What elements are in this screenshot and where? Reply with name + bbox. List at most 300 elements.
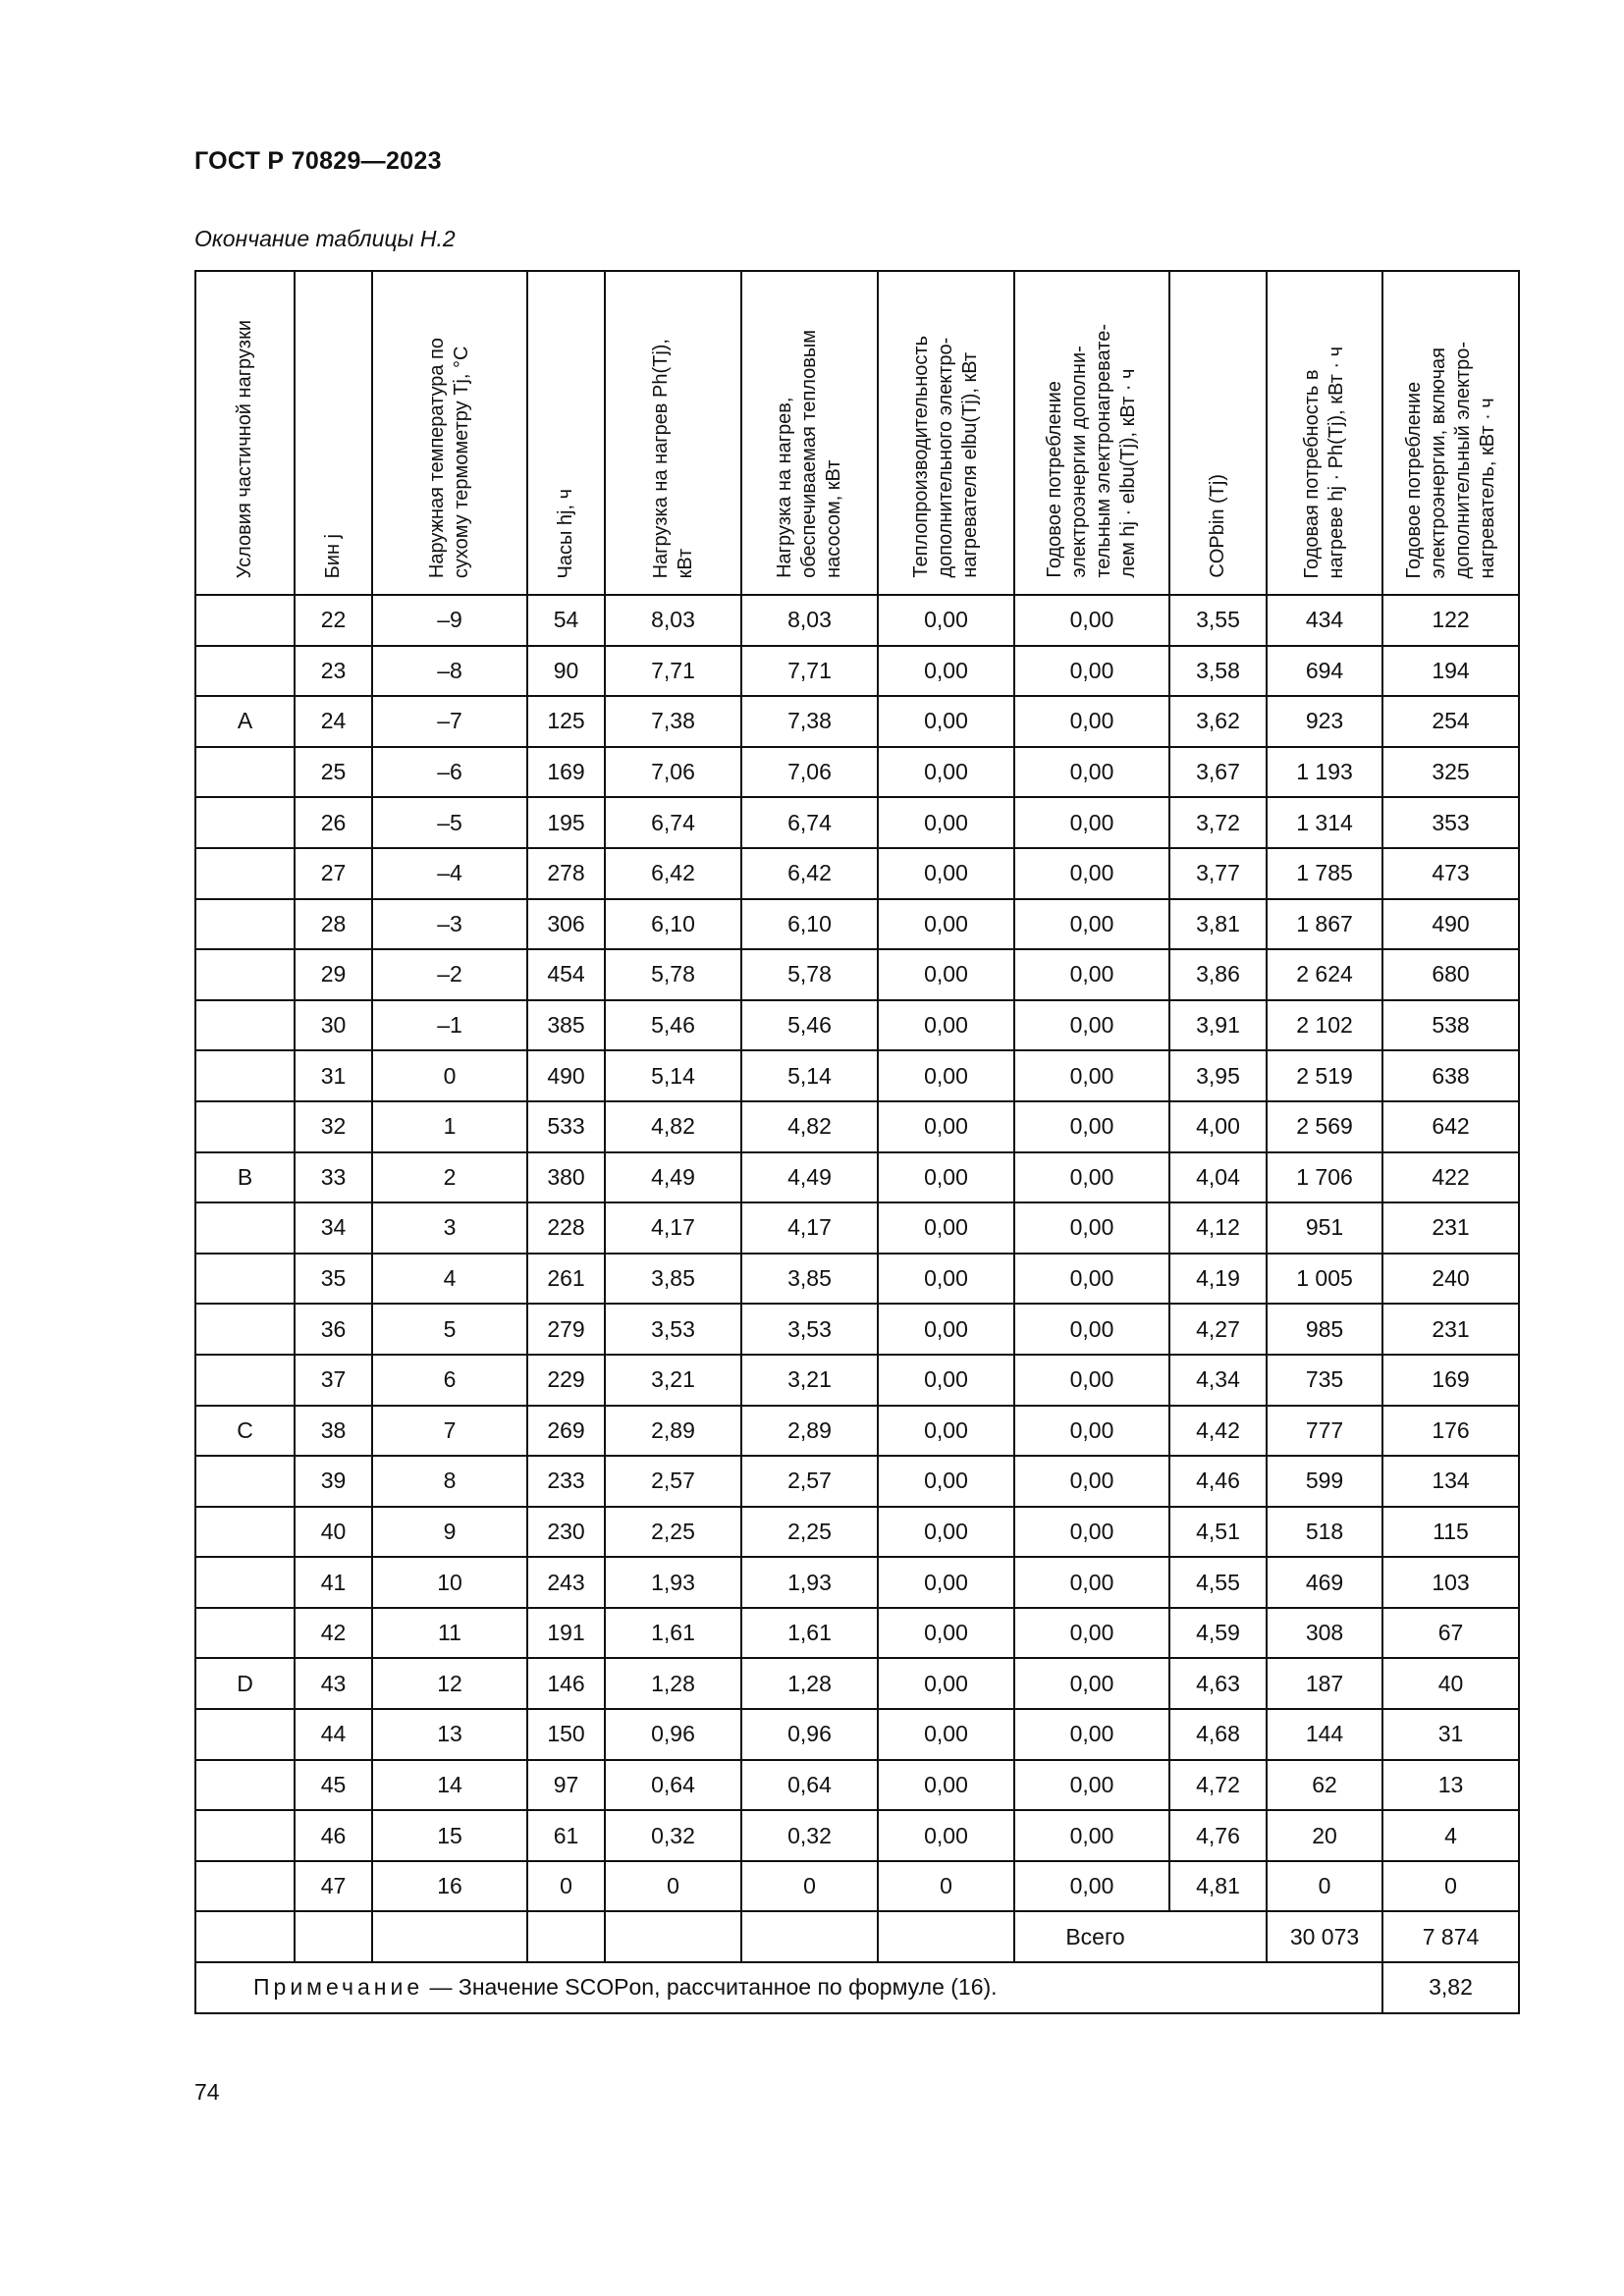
table-cell [195, 1050, 295, 1101]
table-cell: 2,57 [605, 1456, 741, 1507]
table-cell: 4,42 [1169, 1406, 1267, 1457]
table-cell: –2 [372, 949, 527, 1000]
table-cell: 0,64 [605, 1760, 741, 1811]
table-row [195, 1202, 1519, 1254]
table-cell: 4,63 [1169, 1658, 1267, 1709]
table-cell: 6,42 [605, 848, 741, 899]
table-cell: 3,67 [1169, 747, 1267, 798]
table-cell: 0,00 [878, 1050, 1014, 1101]
table-cell: 2 [372, 1152, 527, 1203]
table-cell: 5,78 [741, 949, 878, 1000]
table-cell: 0,00 [878, 747, 1014, 798]
table-cell: 0 [527, 1861, 605, 1912]
table-cell: 7,71 [741, 646, 878, 697]
table-cell: 4,82 [605, 1101, 741, 1152]
table-cell: 0,00 [1014, 1709, 1169, 1760]
table-cell: 31 [295, 1050, 372, 1101]
column-header: Теплопроизводительность дополнительного электро- нагревателя elbu(Tj), кВт [878, 271, 1014, 595]
table-cell [195, 1304, 295, 1355]
table-cell: 3,21 [741, 1355, 878, 1406]
table-cell: 38 [295, 1406, 372, 1457]
table-row [195, 1456, 1519, 1507]
table-cell: 0,00 [878, 1810, 1014, 1861]
table-cell: 3,95 [1169, 1050, 1267, 1101]
column-header: Нагрузка на нагрев, обеспечиваемая тепловым насосом, кВт [741, 271, 878, 595]
table-cell: 26 [295, 797, 372, 848]
page-number: 74 [194, 2079, 220, 2105]
table-cell: 4,12 [1169, 1202, 1267, 1254]
table-cell: 233 [527, 1456, 605, 1507]
table-cell: 5,46 [605, 1000, 741, 1051]
table-row [195, 1557, 1519, 1608]
table-cell [195, 646, 295, 697]
table-cell: –1 [372, 1000, 527, 1051]
table-cell: 5,14 [605, 1050, 741, 1101]
column-header: Годовое потребление электроэнергии дополни- тельным электронагревате- лем hj · elbu(Tj), кВт · ч [1014, 271, 1169, 595]
table-cell: 0,00 [878, 1101, 1014, 1152]
table-cell: 0,00 [1014, 1152, 1169, 1203]
table-cell: 2 569 [1267, 1101, 1382, 1152]
table-cell: 4,82 [741, 1101, 878, 1152]
table-row [195, 1152, 1519, 1203]
table-cell: 15 [372, 1810, 527, 1861]
table-cell: 0,00 [878, 1557, 1014, 1608]
table-cell: 4,76 [1169, 1810, 1267, 1861]
table-row [195, 1760, 1519, 1811]
table-cell: 27 [295, 848, 372, 899]
table-cell: 469 [1267, 1557, 1382, 1608]
table-cell: 32 [295, 1101, 372, 1152]
table-cell: 0,00 [1014, 949, 1169, 1000]
table-cell [195, 1861, 295, 1912]
table-cell: 8,03 [605, 595, 741, 646]
table-cell: 2,89 [741, 1406, 878, 1457]
table-cell: 31 [1382, 1709, 1519, 1760]
table-cell: 0,00 [1014, 1810, 1169, 1861]
table-row [195, 1709, 1519, 1760]
table-cell: B [195, 1152, 295, 1203]
table-cell: 231 [1382, 1304, 1519, 1355]
table-cell: 40 [295, 1507, 372, 1558]
data-table [194, 270, 1520, 2014]
column-header: Бин j [295, 271, 372, 595]
note-body: — Значение SCOPon, рассчитанное по формуле (16). [423, 1974, 998, 2001]
column-header: Условия частичной нагрузки [195, 271, 295, 595]
table-cell: 20 [1267, 1810, 1382, 1861]
table-cell: 0,00 [1014, 899, 1169, 950]
table-cell: –3 [372, 899, 527, 950]
table-cell: 2,57 [741, 1456, 878, 1507]
table-row [195, 1658, 1519, 1709]
table-cell: 1 314 [1267, 797, 1382, 848]
table-cell: 533 [527, 1101, 605, 1152]
table-cell [195, 1101, 295, 1152]
table-cell: –8 [372, 646, 527, 697]
table-cell: –4 [372, 848, 527, 899]
table-row [195, 949, 1519, 1000]
table-cell: 6 [372, 1355, 527, 1406]
table-cell: 47 [295, 1861, 372, 1912]
table-cell: 0,00 [878, 797, 1014, 848]
table-header-row [195, 271, 1519, 595]
table-cell: 8,03 [741, 595, 878, 646]
table-cell [195, 1760, 295, 1811]
table-cell: 0,00 [1014, 1658, 1169, 1709]
table-cell: 0,00 [1014, 747, 1169, 798]
table-cell: 518 [1267, 1507, 1382, 1558]
table-cell: 278 [527, 848, 605, 899]
table-cell: 6,42 [741, 848, 878, 899]
table-cell: 6,10 [741, 899, 878, 950]
table-cell: 4,17 [741, 1202, 878, 1254]
table-cell: 0,00 [1014, 1254, 1169, 1305]
total-label: Всего [1014, 1911, 1267, 1962]
table-cell: 4,00 [1169, 1101, 1267, 1152]
table-cell: 0,00 [878, 1507, 1014, 1558]
table-cell: 37 [295, 1355, 372, 1406]
table-cell: 67 [1382, 1608, 1519, 1659]
table-cell: 3,86 [1169, 949, 1267, 1000]
table-cell: 195 [527, 797, 605, 848]
table-row [195, 696, 1519, 747]
table-cell: 1,93 [741, 1557, 878, 1608]
table-cell: 6,74 [605, 797, 741, 848]
table-cell: 0 [372, 1050, 527, 1101]
table-cell: 0,00 [1014, 1304, 1169, 1355]
table-cell: 3,72 [1169, 797, 1267, 848]
table-cell: 3,77 [1169, 848, 1267, 899]
table-cell: 43 [295, 1658, 372, 1709]
table-cell: 0,00 [1014, 646, 1169, 697]
table-cell: 0,00 [878, 1254, 1014, 1305]
table-cell: 3,85 [605, 1254, 741, 1305]
table-cell [195, 848, 295, 899]
table-cell: 0,00 [1014, 1202, 1169, 1254]
table-cell: A [195, 696, 295, 747]
table-cell: 34 [295, 1202, 372, 1254]
table-cell: 35 [295, 1254, 372, 1305]
table-cell: 0,00 [878, 1608, 1014, 1659]
table-cell: 353 [1382, 797, 1519, 848]
column-header: Годовое потребление электроэнергии, включая дополнительный электро- нагреватель, кВт · ч [1382, 271, 1519, 595]
table-cell: 3,55 [1169, 595, 1267, 646]
table-cell: 269 [527, 1406, 605, 1457]
table-cell: 2 519 [1267, 1050, 1382, 1101]
table-cell [195, 1355, 295, 1406]
table-caption: Окончание таблицы Н.2 [194, 226, 456, 251]
table-cell: 599 [1267, 1456, 1382, 1507]
table-cell [195, 747, 295, 798]
table-cell: 3,53 [605, 1304, 741, 1355]
total-row [195, 1911, 1519, 1962]
table-cell: 1 [372, 1101, 527, 1152]
table-cell: 0,32 [605, 1810, 741, 1861]
table-cell: 694 [1267, 646, 1382, 697]
table-row [195, 747, 1519, 798]
table-cell: 434 [1267, 595, 1382, 646]
table-cell: 2,25 [605, 1507, 741, 1558]
table-cell: 10 [372, 1557, 527, 1608]
table-cell [195, 1709, 295, 1760]
table-row [195, 1254, 1519, 1305]
table-cell: 923 [1267, 696, 1382, 747]
table-cell: 30 [295, 1000, 372, 1051]
note-prefix: Примечание [253, 1974, 424, 2001]
table-cell: 144 [1267, 1709, 1382, 1760]
table-cell: 1,61 [741, 1608, 878, 1659]
table-cell: 0,96 [741, 1709, 878, 1760]
table-cell: 0,00 [878, 1202, 1014, 1254]
table-cell: 169 [527, 747, 605, 798]
note-text [195, 1962, 1382, 2013]
table-cell: 642 [1382, 1101, 1519, 1152]
table-cell: 4,59 [1169, 1608, 1267, 1659]
table-cell [195, 797, 295, 848]
table-cell: 13 [372, 1709, 527, 1760]
table-cell: 777 [1267, 1406, 1382, 1457]
table-cell: 8 [372, 1456, 527, 1507]
table-cell [195, 1810, 295, 1861]
table-cell: 0,00 [878, 1000, 1014, 1051]
table-row [195, 1810, 1519, 1861]
table-cell: 0,00 [878, 1355, 1014, 1406]
table-cell: 1 867 [1267, 899, 1382, 950]
table-cell: 9 [372, 1507, 527, 1558]
table-cell: 0,00 [1014, 1456, 1169, 1507]
table-cell: 4,49 [605, 1152, 741, 1203]
table-cell: 0,00 [1014, 797, 1169, 848]
table-cell [195, 1507, 295, 1558]
table-cell [295, 1911, 372, 1962]
table-cell: 4,19 [1169, 1254, 1267, 1305]
table-cell: 25 [295, 747, 372, 798]
table-row [195, 646, 1519, 697]
table-row [195, 797, 1519, 848]
table-cell: 23 [295, 646, 372, 697]
table-cell: 422 [1382, 1152, 1519, 1203]
table-row [195, 848, 1519, 899]
table-cell: 5,14 [741, 1050, 878, 1101]
table-row [195, 1406, 1519, 1457]
table-cell: 125 [527, 696, 605, 747]
table-cell: 380 [527, 1152, 605, 1203]
table-cell: 103 [1382, 1557, 1519, 1608]
table-cell: 243 [527, 1557, 605, 1608]
table-cell: 985 [1267, 1304, 1382, 1355]
column-header: Нагрузка на нагрев Ph(Tj), кВт [605, 271, 741, 595]
table-cell: 0,00 [1014, 1406, 1169, 1457]
table-cell: 0,00 [878, 848, 1014, 899]
table-cell [527, 1911, 605, 1962]
table-cell: 5 [372, 1304, 527, 1355]
table-cell: 0,00 [1014, 1557, 1169, 1608]
table-row [195, 899, 1519, 950]
table-cell: 7,71 [605, 646, 741, 697]
table-cell: 735 [1267, 1355, 1382, 1406]
table-cell: 254 [1382, 696, 1519, 747]
table-cell: 0,00 [878, 1304, 1014, 1355]
table-cell: 0,00 [1014, 1101, 1169, 1152]
table-cell: 150 [527, 1709, 605, 1760]
table-row [195, 1608, 1519, 1659]
table-row [195, 1861, 1519, 1912]
total-heating-demand: 30 073 [1267, 1911, 1382, 1962]
table-cell: 4,51 [1169, 1507, 1267, 1558]
table-cell: 490 [527, 1050, 605, 1101]
table-cell: 0 [878, 1861, 1014, 1912]
table-cell: 0,00 [878, 595, 1014, 646]
table-cell: 0 [741, 1861, 878, 1912]
table-cell: 231 [1382, 1202, 1519, 1254]
table-cell: 3,81 [1169, 899, 1267, 950]
table-cell: 0,00 [878, 949, 1014, 1000]
table-cell: D [195, 1658, 295, 1709]
table-cell [195, 1456, 295, 1507]
table-cell: 240 [1382, 1254, 1519, 1305]
table-cell: 0 [605, 1861, 741, 1912]
table-cell: 279 [527, 1304, 605, 1355]
table-cell [195, 1000, 295, 1051]
table-cell: 24 [295, 696, 372, 747]
column-header: Наружная температура по сухому термометру Tj, °C [372, 271, 527, 595]
table-cell: 7,38 [741, 696, 878, 747]
table-row [195, 1507, 1519, 1558]
table-row [195, 1355, 1519, 1406]
table-cell: 3,62 [1169, 696, 1267, 747]
table-cell: 61 [527, 1810, 605, 1861]
table-cell: 46 [295, 1810, 372, 1861]
table-cell: C [195, 1406, 295, 1457]
table-cell: 4,49 [741, 1152, 878, 1203]
table-cell: 97 [527, 1760, 605, 1811]
table-cell [195, 1202, 295, 1254]
table-cell: 261 [527, 1254, 605, 1305]
table-cell: 0,00 [1014, 1608, 1169, 1659]
table-cell: 3,85 [741, 1254, 878, 1305]
table-cell: 6,10 [605, 899, 741, 950]
table-cell: 41 [295, 1557, 372, 1608]
table-cell: 28 [295, 899, 372, 950]
table-cell: 3,53 [741, 1304, 878, 1355]
table-cell: 7,06 [605, 747, 741, 798]
table-cell: 0,00 [878, 1658, 1014, 1709]
table-cell: 0,00 [878, 1456, 1014, 1507]
table-row [195, 595, 1519, 646]
column-header: Годовая потребность в нагреве hj · Ph(Tj), кВт · ч [1267, 271, 1382, 595]
table-row [195, 1101, 1519, 1152]
table-cell: 2 102 [1267, 1000, 1382, 1051]
table-cell: 0,00 [1014, 1760, 1169, 1811]
table-cell: 62 [1267, 1760, 1382, 1811]
table-cell: 4,27 [1169, 1304, 1267, 1355]
document-header: ГОСТ Р 70829—2023 [194, 147, 442, 175]
note-value: 3,82 [1382, 1962, 1519, 2013]
note-row [195, 1962, 1519, 2013]
table-cell: 4,46 [1169, 1456, 1267, 1507]
table-cell: 0,00 [1014, 1507, 1169, 1558]
table-cell: 33 [295, 1152, 372, 1203]
table-cell: 5,78 [605, 949, 741, 1000]
table-cell: 0,00 [1014, 1861, 1169, 1912]
table-cell: 6,74 [741, 797, 878, 848]
table-cell: 1,28 [741, 1658, 878, 1709]
table-cell [195, 899, 295, 950]
total-consumption: 7 874 [1382, 1911, 1519, 1962]
table-cell: 169 [1382, 1355, 1519, 1406]
table-cell [195, 949, 295, 1000]
table-cell: 4,34 [1169, 1355, 1267, 1406]
table-cell: 3,91 [1169, 1000, 1267, 1051]
table-cell: 3,58 [1169, 646, 1267, 697]
table-cell: 4,04 [1169, 1152, 1267, 1203]
table-cell: 0,00 [878, 646, 1014, 697]
table-cell: 0,96 [605, 1709, 741, 1760]
table-cell: 187 [1267, 1658, 1382, 1709]
table-cell: 0,00 [1014, 1000, 1169, 1051]
table-cell: 7,38 [605, 696, 741, 747]
table-cell [195, 1911, 295, 1962]
table-row [195, 1000, 1519, 1051]
table-cell: 4,55 [1169, 1557, 1267, 1608]
table-cell: 14 [372, 1760, 527, 1811]
table-cell: 490 [1382, 899, 1519, 950]
table-cell: 40 [1382, 1658, 1519, 1709]
table-cell: 1 005 [1267, 1254, 1382, 1305]
table-cell: 4 [1382, 1810, 1519, 1861]
table-cell [878, 1911, 1014, 1962]
table-cell: 44 [295, 1709, 372, 1760]
table-cell: 680 [1382, 949, 1519, 1000]
table-cell: 4 [372, 1254, 527, 1305]
table-cell: 0,00 [1014, 1050, 1169, 1101]
table-cell: 39 [295, 1456, 372, 1507]
table-cell: 230 [527, 1507, 605, 1558]
table-cell: 1 785 [1267, 848, 1382, 899]
table-cell: 176 [1382, 1406, 1519, 1457]
table-cell: 122 [1382, 595, 1519, 646]
table-cell: 2 624 [1267, 949, 1382, 1000]
table-cell: 29 [295, 949, 372, 1000]
table-cell: 538 [1382, 1000, 1519, 1051]
table-cell: 1 706 [1267, 1152, 1382, 1203]
table-cell: 7,06 [741, 747, 878, 798]
table-cell: 7 [372, 1406, 527, 1457]
table-cell: 0,00 [1014, 1355, 1169, 1406]
table-cell: 4,72 [1169, 1760, 1267, 1811]
table-cell [195, 1608, 295, 1659]
table-cell [195, 595, 295, 646]
table-cell: 90 [527, 646, 605, 697]
table-cell: 2,25 [741, 1507, 878, 1558]
table-cell: 0,00 [878, 1709, 1014, 1760]
table-cell: 45 [295, 1760, 372, 1811]
table-cell: –9 [372, 595, 527, 646]
table-cell: 16 [372, 1861, 527, 1912]
table-cell: 0 [1382, 1861, 1519, 1912]
table-cell: 0,64 [741, 1760, 878, 1811]
column-header: COPbin (Tj) [1169, 271, 1267, 595]
table-cell: 146 [527, 1658, 605, 1709]
table-cell: 36 [295, 1304, 372, 1355]
table-row [195, 1304, 1519, 1355]
table-cell: 3,21 [605, 1355, 741, 1406]
table-cell: 12 [372, 1658, 527, 1709]
table-cell [195, 1557, 295, 1608]
table-cell [195, 1254, 295, 1305]
table-cell: 454 [527, 949, 605, 1000]
table-cell: –5 [372, 797, 527, 848]
table-cell: 0,32 [741, 1810, 878, 1861]
